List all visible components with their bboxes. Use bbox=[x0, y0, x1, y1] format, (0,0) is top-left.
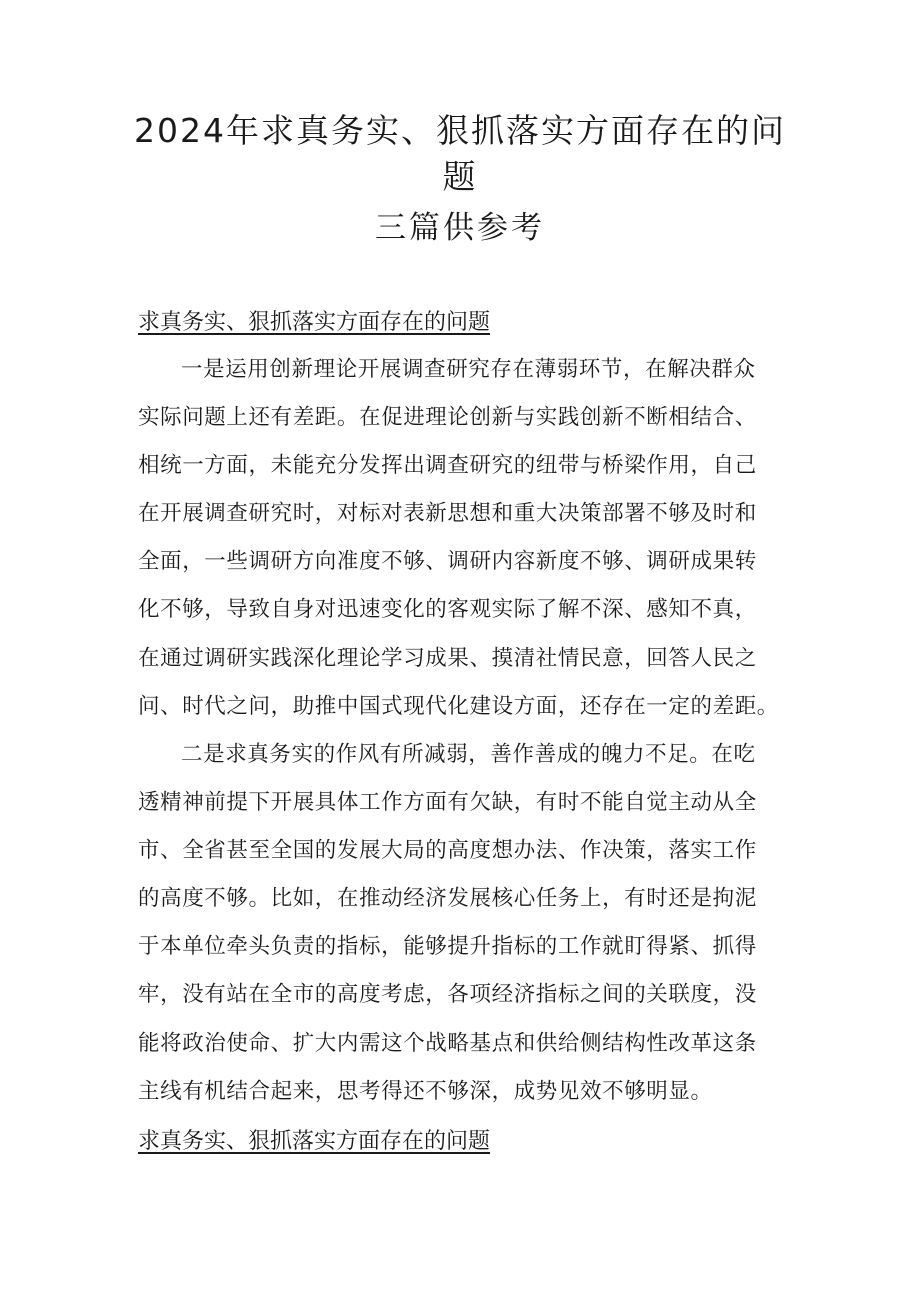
paragraph-line: 二是求真务实的作风有所减弱，善作善成的魄力不足。在吃 bbox=[181, 742, 756, 767]
paragraph-line: 相统一方面，未能充分发挥出调查研究的纽带与桥梁作用，自己 bbox=[138, 453, 757, 479]
document-title-line-2: 题 bbox=[442, 157, 478, 196]
paragraph-line: 牢，没有站在全市的高度考虑，各项经济指标之间的关联度，没 bbox=[138, 982, 757, 1008]
section-heading-2: 求真务实、狠抓落实方面存在的问题 bbox=[138, 1129, 491, 1154]
paragraph-line: 一是运用创新理论开展调查研究存在薄弱环节，在解决群众 bbox=[181, 357, 756, 382]
paragraph-line: 在通过调研实践深化理论学习成果、摸清社情民意，回答人民之 bbox=[138, 645, 757, 671]
paragraph-line: 透精神前提下开展具体工作方面有欠缺，有时不能自觉主动从全 bbox=[138, 790, 757, 816]
paragraph-line: 问、时代之问，助推中国式现代化建设方面，还存在一定的差距。 bbox=[138, 693, 779, 719]
paragraph-1 bbox=[138, 346, 788, 731]
paragraph-line: 能将政治使命、扩大内需这个战略基点和供给侧结构性改革这条 bbox=[138, 1030, 757, 1056]
section-heading-1: 求真务实、狠抓落实方面存在的问题 bbox=[138, 310, 491, 335]
document-title-line-1: 2024年求真务实、狠抓落实方面存在的问 bbox=[134, 111, 786, 150]
paragraph-line: 主线有机结合起来，思考得还不够深，成势见效不够明显。 bbox=[138, 1078, 713, 1104]
paragraph-line: 在开展调查研究时，对标对表新思想和重大决策部署不够及时和 bbox=[138, 501, 757, 527]
paragraph-line: 化不够，导致自身对迅速变化的客观实际了解不深、感知不真， bbox=[138, 597, 757, 623]
paragraph-line: 全面，一些调研方向准度不够、调研内容新度不够、调研成果转 bbox=[138, 549, 757, 575]
paragraph-line: 的高度不够。比如，在推动经济发展核心任务上，有时还是拘泥 bbox=[138, 886, 757, 912]
document-subtitle: 三篇供参考 bbox=[375, 210, 545, 246]
paragraph-2 bbox=[138, 731, 788, 1116]
paragraph-line: 实际问题上还有差距。在促进理论创新与实践创新不断相结合、 bbox=[138, 405, 757, 431]
paragraph-line: 于本单位牵头负责的指标，能够提升指标的工作就盯得紧、抓得 bbox=[138, 934, 757, 960]
paragraph-line: 市、全省甚至全国的发展大局的高度想办法、作决策，落实工作 bbox=[138, 838, 757, 864]
